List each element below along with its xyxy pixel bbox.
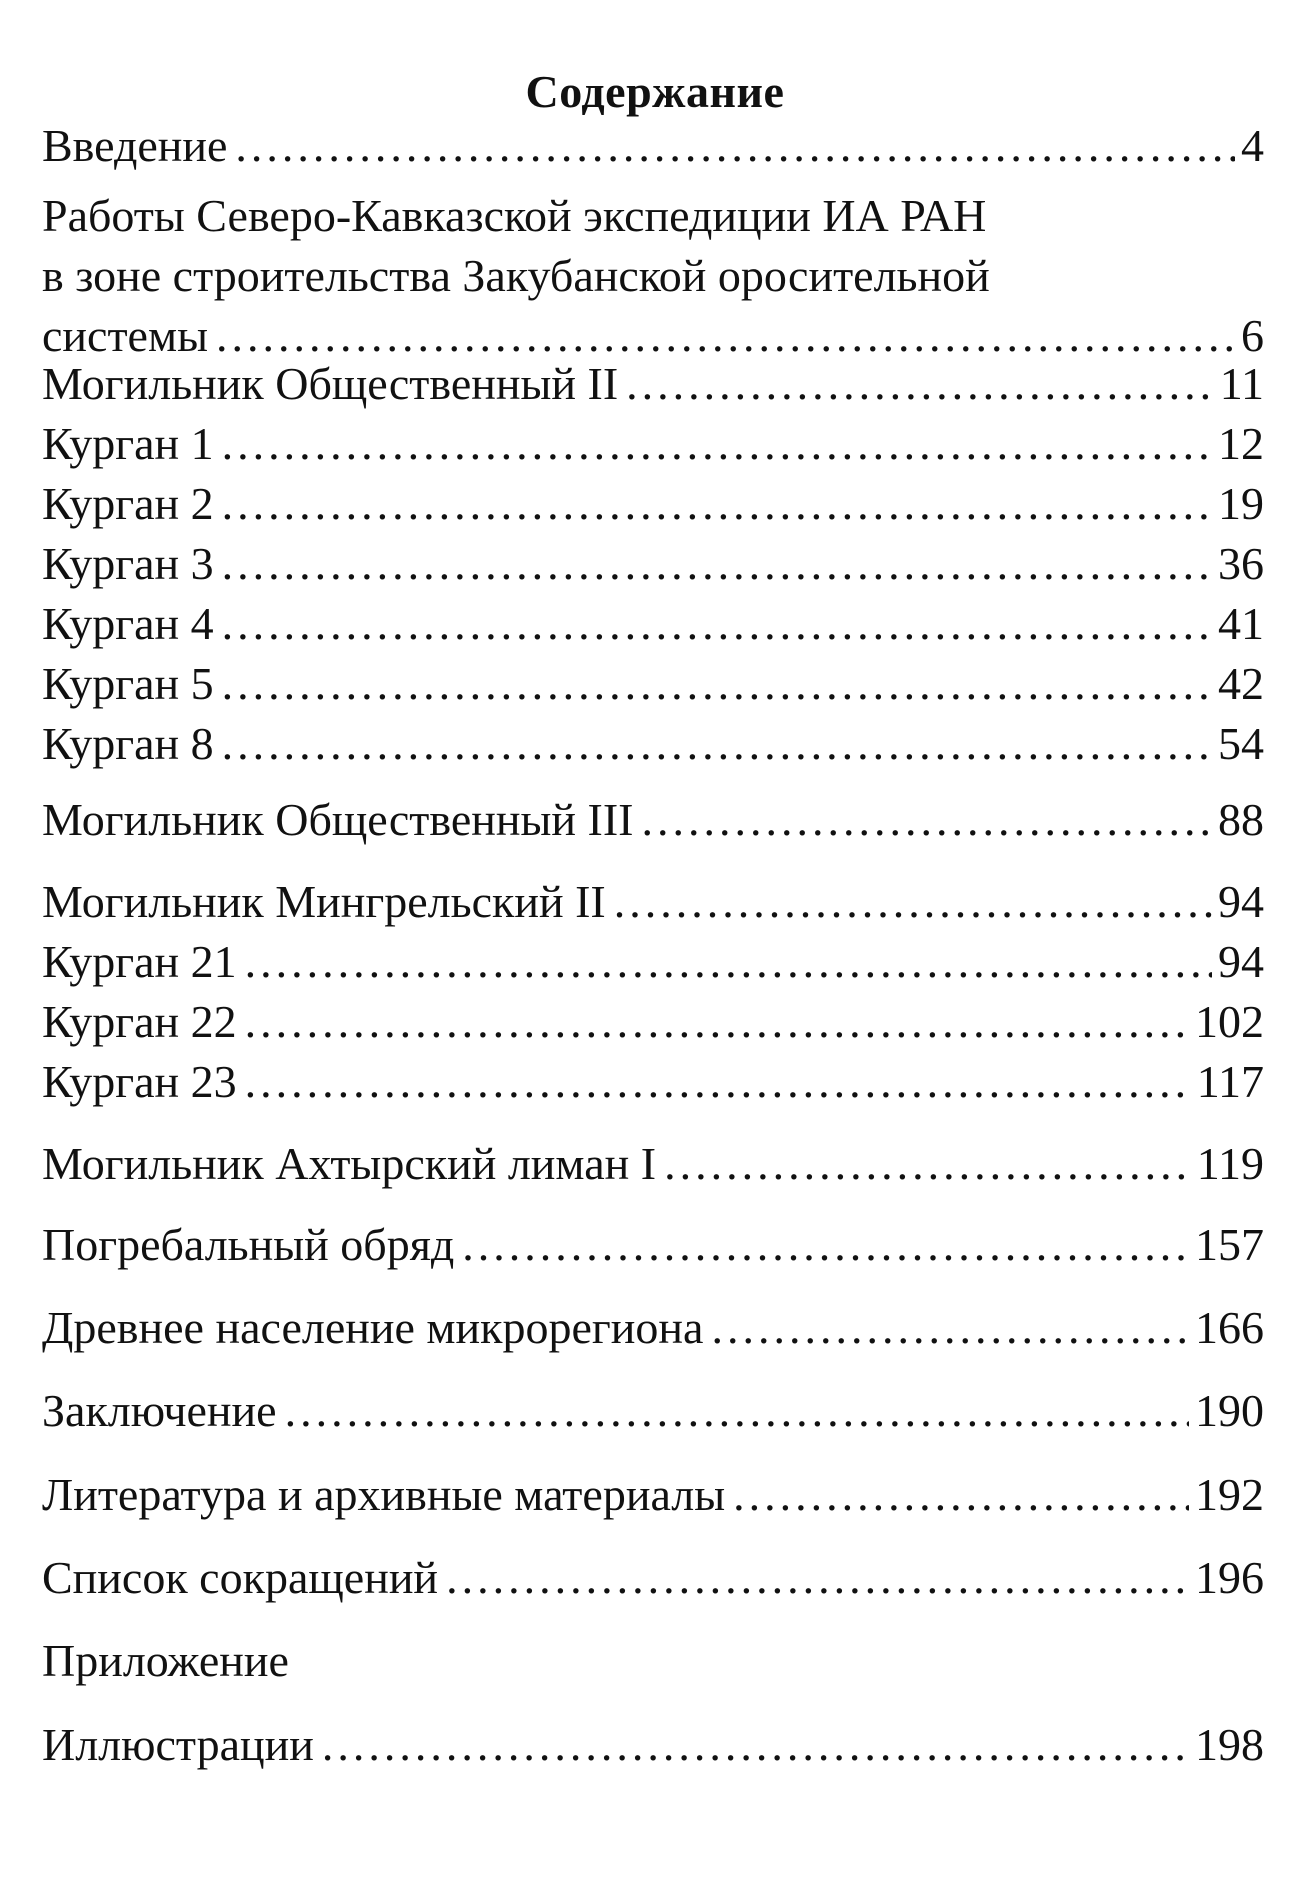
toc-entry-conclusion[interactable] bbox=[42, 1381, 1264, 1441]
toc-entry-label: Приложение bbox=[42, 1635, 289, 1686]
toc-page-number: 190 bbox=[1195, 1385, 1264, 1436]
dot-leader bbox=[711, 1298, 1189, 1358]
toc-entry-label: Список сокращений bbox=[42, 1552, 439, 1603]
dot-leader bbox=[222, 474, 1212, 534]
toc-page-number: 6 bbox=[1241, 310, 1264, 361]
dot-leader bbox=[245, 992, 1189, 1052]
toc-entry-appendix[interactable] bbox=[42, 1631, 1264, 1691]
toc-page-number: 198 bbox=[1195, 1719, 1264, 1770]
toc-entry-label: Заключение bbox=[42, 1385, 277, 1436]
toc-entry-label: Курган 1 bbox=[42, 418, 214, 469]
toc-entry-expedition-works[interactable] bbox=[42, 186, 1264, 366]
toc-entry-akhtyrsky-liman-i[interactable] bbox=[42, 1134, 1264, 1194]
toc-entry-label: Курган 23 bbox=[42, 1056, 237, 1107]
toc-entry-kurgan-8[interactable] bbox=[42, 714, 1264, 774]
dot-leader bbox=[235, 116, 1235, 176]
toc-entry-label: Курган 5 bbox=[42, 658, 214, 709]
toc-page-number: 11 bbox=[1219, 358, 1264, 409]
toc-entry-kurgan-1[interactable] bbox=[42, 414, 1264, 474]
toc-entry-kurgan-22[interactable] bbox=[42, 992, 1264, 1052]
toc-page-number: 12 bbox=[1218, 418, 1264, 469]
toc-entry-label: Введение bbox=[42, 120, 228, 171]
toc-entry-label: Курган 2 bbox=[42, 478, 214, 529]
toc-entry-abbreviations[interactable] bbox=[42, 1548, 1264, 1608]
page-title: Содержание bbox=[525, 66, 785, 117]
toc-page-number: 36 bbox=[1218, 538, 1264, 589]
toc-entry-label: Курган 8 bbox=[42, 718, 214, 769]
dot-leader bbox=[222, 714, 1212, 774]
toc-page-number: 102 bbox=[1195, 996, 1264, 1047]
toc-entry-label: Курган 4 bbox=[42, 598, 214, 649]
toc-page-number: 94 bbox=[1218, 876, 1264, 927]
toc-entry-kurgan-21[interactable] bbox=[42, 932, 1264, 992]
toc-entry-label: Курган 21 bbox=[42, 936, 237, 987]
toc-entry-label: Могильник Общественный III bbox=[42, 794, 634, 845]
toc-entry-label: Могильник Ахтырский лиман I bbox=[42, 1138, 657, 1189]
dot-leader bbox=[462, 1215, 1189, 1275]
toc-entry-ancient-population[interactable] bbox=[42, 1298, 1264, 1358]
toc-entry-label: Иллюстрации bbox=[42, 1719, 314, 1770]
dot-leader bbox=[222, 654, 1212, 714]
toc-entry-label: Древнее население микрорегиона bbox=[42, 1302, 704, 1353]
toc-entry-label: Литература и архивные материалы bbox=[42, 1469, 726, 1520]
toc-entry-label: Курган 22 bbox=[42, 996, 237, 1047]
toc-entry-illustrations[interactable] bbox=[42, 1715, 1264, 1775]
toc-page-number: 19 bbox=[1218, 478, 1264, 529]
toc-entry-kurgan-2[interactable] bbox=[42, 474, 1264, 534]
toc-page-number: 192 bbox=[1195, 1469, 1264, 1520]
dot-leader bbox=[614, 872, 1212, 932]
toc-page-number: 119 bbox=[1196, 1138, 1264, 1189]
toc-page-number: 196 bbox=[1195, 1552, 1264, 1603]
toc-entry-label: Могильник Общественный II bbox=[42, 358, 619, 409]
dot-leader bbox=[222, 594, 1212, 654]
toc-entry-label: системы bbox=[42, 310, 208, 361]
toc-entry-label-line: Работы Северо-Кавказской экспедиции ИА РАН bbox=[42, 190, 987, 241]
dot-leader bbox=[641, 790, 1212, 850]
toc-entry-kurgan-3[interactable] bbox=[42, 534, 1264, 594]
dot-leader bbox=[446, 1548, 1189, 1608]
toc-page-number: 41 bbox=[1218, 598, 1264, 649]
dot-leader bbox=[245, 1052, 1191, 1112]
toc-entry-burial-rite[interactable] bbox=[42, 1215, 1264, 1275]
dot-leader bbox=[222, 414, 1212, 474]
toc-entry-literature[interactable] bbox=[42, 1465, 1264, 1525]
toc-entry-label-line: в зоне строительства Закубанской оросительной bbox=[42, 250, 990, 301]
toc-page-number: 54 bbox=[1218, 718, 1264, 769]
toc-entry-label: Могильник Мингрельский II bbox=[42, 876, 606, 927]
dot-leader bbox=[733, 1465, 1189, 1525]
dot-leader bbox=[626, 354, 1214, 414]
dot-leader bbox=[222, 534, 1212, 594]
toc-page-number: 4 bbox=[1241, 120, 1264, 171]
toc-entry-obshchestvenny-iii[interactable] bbox=[42, 790, 1264, 850]
toc-entry-obshchestvenny-ii[interactable] bbox=[42, 354, 1264, 414]
toc-page-number: 94 bbox=[1218, 936, 1264, 987]
toc-page-number: 88 bbox=[1218, 794, 1264, 845]
toc-entry-mingrelsky-ii[interactable] bbox=[42, 872, 1264, 932]
toc-entry-kurgan-23[interactable] bbox=[42, 1052, 1264, 1112]
toc-entry-kurgan-4[interactable] bbox=[42, 594, 1264, 654]
toc-entry-introduction[interactable] bbox=[42, 116, 1264, 176]
toc-page-number: 166 bbox=[1195, 1302, 1264, 1353]
toc-page-number: 157 bbox=[1195, 1219, 1264, 1270]
dot-leader bbox=[245, 932, 1212, 992]
dot-leader bbox=[664, 1134, 1191, 1194]
toc-page-number: 117 bbox=[1196, 1056, 1264, 1107]
dot-leader bbox=[285, 1381, 1189, 1441]
toc-entry-label: Курган 3 bbox=[42, 538, 214, 589]
toc-page-number: 42 bbox=[1218, 658, 1264, 709]
toc-entry-label: Погребальный обряд bbox=[42, 1219, 455, 1270]
toc-entry-kurgan-5[interactable] bbox=[42, 654, 1264, 714]
dot-leader bbox=[322, 1715, 1189, 1775]
